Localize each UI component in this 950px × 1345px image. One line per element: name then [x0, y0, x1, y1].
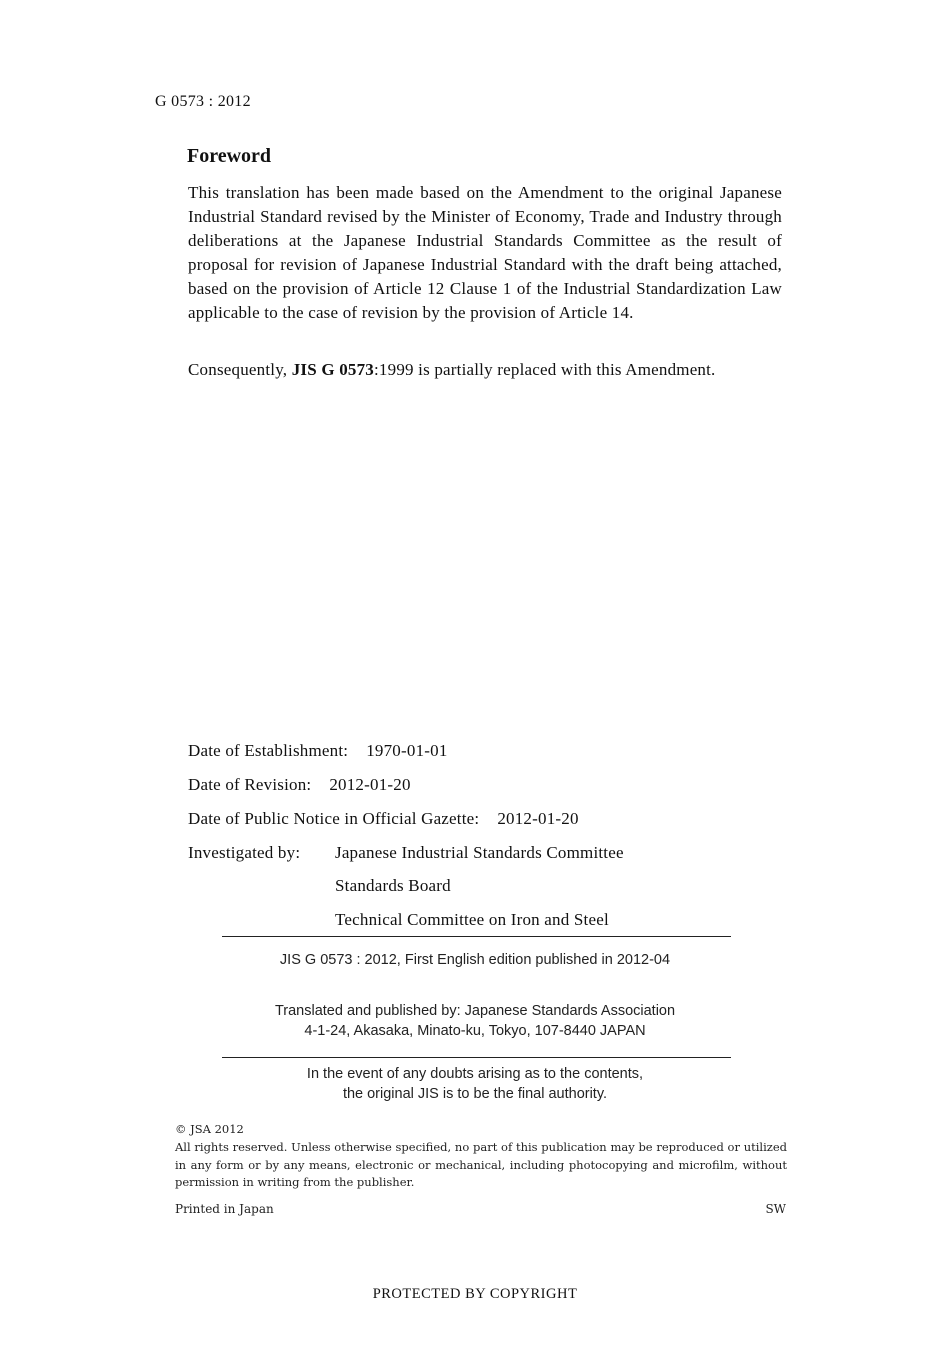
protected-by-copyright: PROTECTED BY COPYRIGHT — [372, 1286, 578, 1302]
investigated-by-board: Standards Board — [335, 876, 451, 895]
divider-top — [222, 936, 731, 937]
foreword-heading: Foreword — [187, 145, 272, 167]
divider-bottom — [222, 1057, 731, 1058]
copyright-notice: © JSA 2012 — [175, 1122, 244, 1136]
authority-line-2: the original JIS is to be the final authority. — [342, 1086, 608, 1102]
publisher-address: 4-1-24, Akasaka, Minato-ku, Tokyo, 107-8440 JAPAN — [304, 1023, 646, 1039]
establishment-value: 1970-01-01 — [366, 741, 448, 760]
gazette-date-row — [188, 809, 579, 829]
establishment-label: Date of Establishment: — [188, 741, 349, 760]
investigated-by-technical-committee: Technical Committee on Iron and Steel — [335, 910, 609, 929]
revision-value: 2012-01-20 — [329, 775, 411, 794]
rights-statement: All rights reserved. Unless otherwise specified, no part of this publication may be reproduced or utilized in any form or by any means, electronic or mechanical, including photocopying and microfilm, without permission in writing from the publisher. — [175, 1140, 787, 1189]
standard-reference: JIS G 0573 — [291, 360, 374, 379]
gazette-label: Date of Public Notice in Official Gazette: — [188, 809, 480, 828]
gazette-value: 2012-01-20 — [497, 809, 579, 828]
investigated-by-label: Investigated by: — [188, 843, 301, 862]
printer-code: SW — [765, 1202, 786, 1216]
foreword-paragraph-2 — [188, 358, 782, 382]
authority-line-1: In the event of any doubts arising as to the contents, — [306, 1066, 644, 1082]
paragraph-2-prefix: Consequently, — [188, 360, 292, 379]
establishment-date-row — [188, 741, 448, 761]
revision-label: Date of Revision: — [188, 775, 312, 794]
foreword-paragraph-1: This translation has been made based on the Amendment to the original Japanese Industrial Standard revised by the Minister of Economy, Trade and Industry through deliberations at the Japanese Industrial Standards Committee as the result of proposal for revision of Japanese Industrial Standard with the draft being attached, based on the provision of Article 12 Clause 1 of the Industrial Standardization Law applicable to the case of revision by the provision of Article 14. — [188, 183, 782, 322]
edition-line: JIS G 0573 : 2012, First English edition published in 2012-04 — [279, 952, 671, 968]
investigated-by-committee: Japanese Industrial Standards Committee — [335, 843, 624, 862]
printed-in: Printed in Japan — [175, 1202, 274, 1216]
publisher-line: Translated and published by: Japanese Standards Association — [274, 1003, 676, 1019]
document-code: G 0573 : 2012 — [155, 93, 251, 110]
revision-date-row — [188, 775, 411, 795]
paragraph-2-suffix: :1999 is partially replaced with this Amendment. — [374, 360, 716, 379]
